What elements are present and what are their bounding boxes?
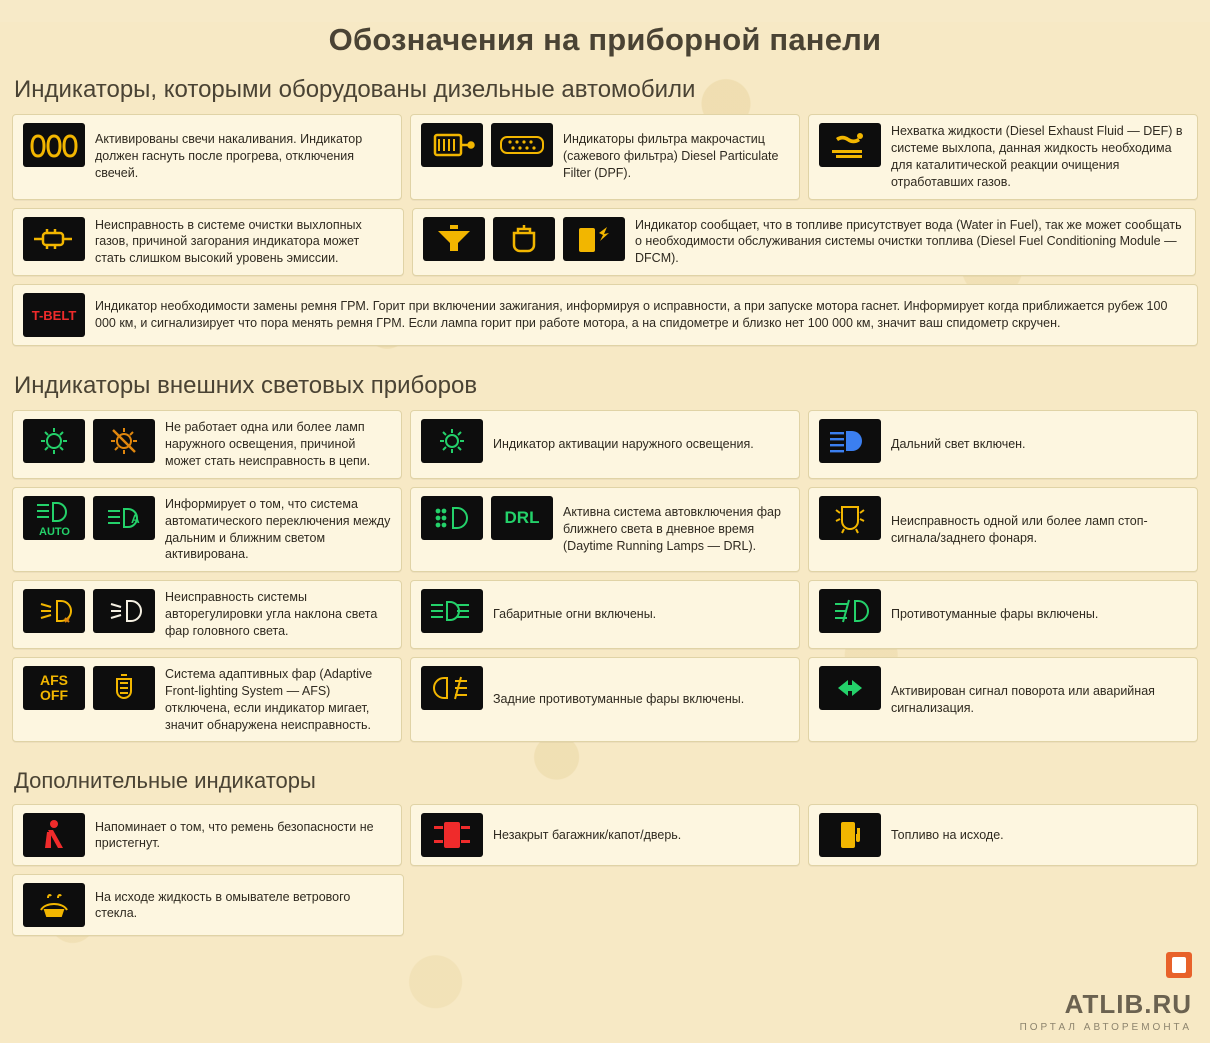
fuel-filter-icon (493, 217, 555, 261)
indicator-card[interactable] (12, 487, 402, 573)
icon-group (819, 589, 881, 633)
indicator-card[interactable] (412, 208, 1196, 277)
lamp-out-icon (23, 419, 85, 463)
icon-group (23, 293, 85, 337)
high-beam-icon (819, 419, 881, 463)
indicator-card[interactable] (410, 487, 800, 573)
afs-label-line1: AFS (40, 672, 68, 689)
indicator-text: Активирован сигнал поворота или аварийная сигнализация. (891, 683, 1155, 715)
indicator-card[interactable] (808, 114, 1198, 200)
indicator-card[interactable] (12, 284, 1198, 346)
icon-group (819, 496, 881, 540)
washer-fluid-icon (23, 883, 85, 927)
front-fog-icon (819, 589, 881, 633)
indicator-text: Дальний свет включен. (891, 437, 1026, 451)
icon-group (421, 813, 483, 857)
additional-row-1 (0, 804, 1210, 866)
drl-label: DRL (504, 507, 540, 527)
drl-lamp-icon (421, 496, 483, 540)
icon-group (819, 813, 881, 857)
indicator-card[interactable] (410, 410, 800, 479)
lights-row-3 (0, 580, 1210, 649)
icon-group (23, 666, 155, 710)
site-tagline: ПОРТАЛ АВТОРЕМОНТА (1019, 1022, 1192, 1033)
diesel-row-2 (0, 208, 1210, 277)
indicator-text: Неисправность в системе очистки выхлопных газов, причиной загорания индикатора может стать слишком высокий уровень эмиссии. (95, 217, 362, 266)
indicator-card[interactable] (12, 580, 402, 649)
indicator-card[interactable] (410, 580, 800, 649)
afs-off-icon (23, 666, 85, 710)
indicator-text: Неисправность системы авторегулировки угла наклона света фар головного света. (165, 590, 378, 638)
dpf-filter-icon (421, 123, 483, 167)
indicator-text: Система адаптивных фар (Adaptive Front-lighting System — AFS) отключена, если индикатор мигает, значит обнаружена неисправность. (165, 666, 373, 732)
brake-lamp-fault-icon (819, 496, 881, 540)
indicator-text: Не работает одна или более ламп наружного освещения, причиной может стать неисправность в цепи. (165, 420, 371, 468)
additional-row-2 (0, 874, 1210, 936)
icon-group (23, 496, 155, 540)
rear-fog-icon (421, 666, 483, 710)
dpf-element-icon (491, 123, 553, 167)
glow-plug-icon (23, 123, 85, 167)
indicator-text: Информирует о том, что система автоматического переключения между дальним и ближним светом активирована. (165, 496, 391, 562)
indicator-card[interactable] (808, 580, 1198, 649)
indicator-text: Индикатор сообщает, что в топливе присутствует вода (Water in Fuel), так же может сообщать о необходимости обслуживания системы очистки топлива (Diesel Fuel Conditioning Module — DFCM). (635, 217, 1182, 266)
indicator-text: Индикаторы фильтра макрочастиц (сажевого фильтра) Diesel Particulate Filter (DPF). (563, 132, 779, 181)
indicator-card[interactable] (808, 410, 1198, 479)
section-heading-diesel: Индикаторы, которыми оборудованы дизельные автомобили (14, 76, 696, 103)
afs-label-line2: OFF (40, 686, 68, 703)
indicator-card[interactable] (808, 657, 1198, 743)
lights-row-1 (0, 410, 1210, 479)
svg-text:A: A (131, 511, 140, 526)
icon-group (819, 419, 881, 463)
seatbelt-icon (23, 813, 85, 857)
indicator-text: Габаритные огни включены. (493, 607, 657, 622)
fuel-pump-water-icon (563, 217, 625, 261)
indicator-text: Незакрыт багажник/капот/дверь. (493, 827, 682, 842)
auto-high-beam-icon (23, 496, 85, 540)
icon-group (819, 666, 881, 710)
indicator-card[interactable] (12, 208, 404, 277)
lights-row-4 (0, 657, 1210, 743)
icon-group (421, 589, 483, 633)
indicator-text: Активна система автовключения фар ближнего света в дневное время (Daytime Running Lamps — DRL). (563, 505, 781, 553)
indicator-card[interactable] (12, 657, 402, 743)
icon-group (23, 589, 155, 633)
indicator-text: На исходе жидкость в омывателе ветрового стекла. (95, 889, 351, 921)
beam-assist-icon (93, 496, 155, 540)
indicator-text: Неисправность одной или более ламп стоп-сигнала/заднего фонаря. (891, 513, 1148, 545)
lamp-failure-icon (93, 419, 155, 463)
section-heading-lights: Индикаторы внешних световых приборов (14, 372, 478, 400)
lights-row-2 (0, 487, 1210, 573)
indicator-card[interactable] (12, 114, 402, 200)
indicator-text: Индикатор необходимости замены ремня ГРМ. Горит при включении зажигания, информируя о исправности, а при запуске мотора гаснет. Информирует когда приближается рубеж 100 000 км, и сигнализирует что пора менять ремня ГРМ. Если лампа горит при работе мотора, а на спидометре и близко нет 100 000 км, значит ваш спидометр скручен. (95, 299, 1168, 331)
icon-group (421, 496, 553, 540)
site-logo-icon (1166, 952, 1192, 978)
turn-signal-icon (819, 666, 881, 710)
indicator-card[interactable] (12, 804, 402, 866)
indicator-card[interactable] (808, 804, 1198, 866)
indicator-text: Нехватка жидкости (Diesel Exhaust Fluid — DEF) в системе выхлопа, данная жидкость необходима для каталитической реакции очищения отработавших газов. (891, 124, 1183, 189)
icon-group (819, 123, 881, 167)
icon-group (23, 419, 155, 463)
headlight-leveling-fault-icon (23, 589, 85, 633)
drl-text-icon (491, 496, 553, 540)
indicator-card[interactable] (12, 874, 404, 936)
svg-text:AUTO: AUTO (39, 525, 70, 538)
icon-group (23, 813, 85, 857)
icon-group (423, 217, 625, 261)
def-fluid-icon (819, 123, 881, 167)
indicator-card[interactable] (12, 410, 402, 479)
icon-group (421, 419, 483, 463)
site-brand: ATLIB.RU (1064, 989, 1192, 1019)
water-in-fuel-icon (423, 217, 485, 261)
icon-group (23, 217, 85, 261)
indicator-text: Активированы свечи накаливания. Индикатор должен гаснуть после прогрева, отключения свечей. (95, 132, 363, 181)
indicator-text: Индикатор активации наружного освещения. (493, 437, 754, 451)
indicator-text: Задние противотуманные фары включены. (493, 692, 745, 707)
afs-lamp-icon (93, 666, 155, 710)
headlight-range-icon (93, 589, 155, 633)
low-fuel-icon (819, 813, 881, 857)
exterior-lights-on-icon (421, 419, 483, 463)
section-heading-additional: Дополнительные индикаторы (14, 768, 316, 794)
indicator-card[interactable] (808, 487, 1198, 573)
page (0, 22, 1210, 936)
icon-group (23, 123, 85, 167)
indicator-text: Напоминает о том, что ремень безопасности не пристегнут. (95, 819, 374, 851)
indicator-text: Противотуманные фары включены. (891, 607, 1099, 622)
position-lights-icon (421, 589, 483, 633)
diesel-row-3 (0, 284, 1210, 346)
icon-group (23, 883, 85, 927)
indicator-card[interactable] (410, 114, 800, 200)
icon-group (421, 123, 553, 167)
exhaust-fault-icon (23, 217, 85, 261)
timing-belt-icon (23, 293, 85, 337)
indicator-card[interactable] (410, 804, 800, 866)
icon-group (421, 666, 483, 710)
diesel-row-1 (0, 114, 1210, 200)
indicator-card[interactable] (410, 657, 800, 743)
page-title: Обозначения на приборной панели (328, 22, 882, 57)
indicator-text: Топливо на исходе. (891, 827, 1004, 842)
door-ajar-icon (421, 813, 483, 857)
timing-belt-label: T-BELT (31, 307, 77, 323)
